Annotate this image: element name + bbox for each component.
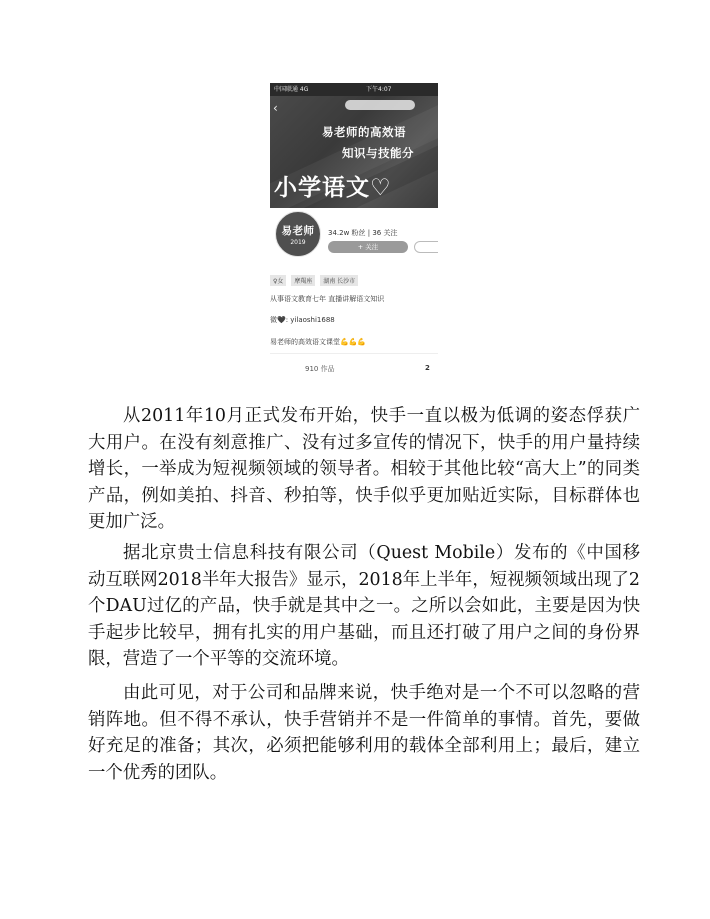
body-paragraph: 据北京贵士信息科技有限公司（Quest Mobile）发布的《中国移动互联网2018半年大报告》显示，2018年上半年，短视频领域出现了2个DAU过亿的产品，快手就是其中之一。之所以会如此，主要是因为快手起步比较早，拥有扎实的用户基础，而且还打破了用户之间的身份界限，营造了一个平等的交流环境。	[88, 543, 640, 669]
tab-likes[interactable]: 2	[425, 364, 430, 372]
banner-title-line2: 知识与技能分	[342, 146, 414, 160]
carrier-label: 中国联通 4G	[274, 86, 309, 93]
tab-works[interactable]: 910 作品	[305, 365, 335, 373]
status-bar	[270, 83, 438, 96]
avatar-year: 2019	[290, 239, 306, 246]
body-paragraph: 从2011年10月正式发布开始，快手一直以极为低调的姿态俘获广大用户。在没有刻意推广、没有过多宣传的情况下，快手的用户量持续增长，一举成为短视频领域的领导者。相较于其他比较“高大上”的同类产品，例如美拍、抖音、秒拍等，快手似乎更加贴近实际，目标群体也更加广泛。	[88, 406, 640, 532]
profile-tabs	[270, 353, 438, 383]
bio-line: 微🖤: yilaoshi1688	[270, 316, 335, 324]
tag-location: 湖南 长沙市	[320, 275, 358, 286]
profile-tags	[270, 275, 361, 286]
profile-banner	[270, 96, 438, 208]
message-button[interactable]	[414, 241, 438, 253]
body-paragraph: 由此可见，对于公司和品牌来说，快手绝对是一个不可以忽略的营销阵地。但不得不承认，快手营销并不是一件简单的事情。首先，要做好充足的准备；其次，必须把能够利用的载体全部利用上；最后，建立一个优秀的团队。	[88, 683, 640, 783]
banner-title-line1: 易老师的高效语	[322, 125, 406, 139]
avatar[interactable]	[275, 211, 321, 257]
tag-zodiac: 摩羯座	[291, 275, 315, 286]
redacted-scribble	[345, 100, 415, 110]
bio-line: 从事语文教育七年 直播讲解语文知识	[270, 295, 385, 303]
back-chevron-icon[interactable]: ‹	[273, 101, 278, 115]
bio-line: 易老师的高效语文课堂💪💪💪	[270, 338, 367, 346]
follower-stats: 34.2w 粉丝 | 36 关注	[328, 229, 398, 237]
follow-button[interactable]: + 关注	[328, 241, 408, 253]
profile-screenshot	[270, 83, 438, 383]
banner-big-title: 小学语文♡	[274, 175, 392, 201]
avatar-name: 易老师	[281, 225, 315, 237]
status-time: 下午4:07	[366, 86, 392, 93]
tag-gender: ♀女	[270, 275, 286, 286]
